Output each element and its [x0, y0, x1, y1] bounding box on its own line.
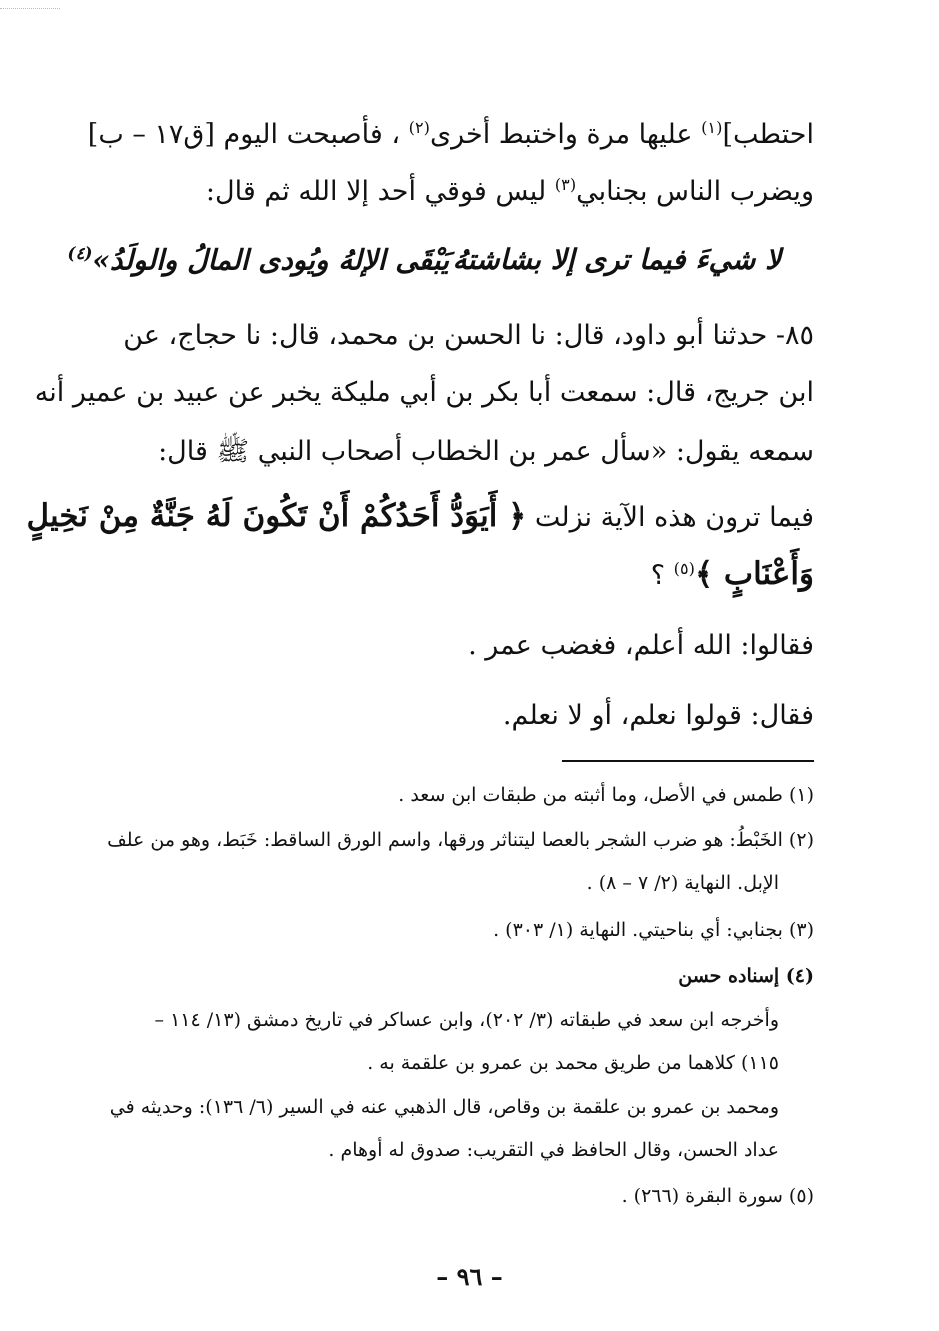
body-line-1: احتطب]$^{(١)}$ عليها مرة واختبط أخرى$^{(٢)}$ ، فأصبحت اليوم [ق١٧ – ب] [87, 118, 814, 150]
footnote-4-line-4: عداد الحسن، وقال الحافظ في التقريب: صدوق له أوهام . [328, 1139, 779, 1161]
footnote-4-line-3: ومحمد بن عمرو بن علقمة بن وقاص، قال الذهبي عنه في السير (٦/ ١٣٦): وحديثه في [109, 1096, 779, 1118]
quran-verse-part-1: ﴿ أَيَوَدُّ أَحَدُكُمْ أَنْ تَكُونَ لَهُ جَنَّةٌ مِنْ نَخِيلٍ [26, 498, 527, 534]
footnote-2-line-1: (٢) الخَبْطُ: هو ضرب الشجر بالعصا ليتناثر ورقها، واسم الورق الساقط: خَبَط، وهو من علف [107, 829, 814, 851]
body-line-9: فقال: قولوا نعلم، أو لا نعلم. [502, 700, 814, 731]
footnote-4-heading: (٤) إسناده حسن [678, 965, 814, 987]
footnote-5: (٥) سورة البقرة (٢٦٦) . [621, 1185, 814, 1207]
body-line-6: فيما ترون هذه الآية نزلت ﴿ أَيَوَدُّ أَحَدُكُمْ أَنْ تَكُونَ لَهُ جَنَّةٌ مِنْ نَخِيلٍ [26, 498, 814, 534]
footnote-4-line-1: وأخرجه ابن سعد في طبقاته (٣/ ٢٠٢)، وابن عساكر في تاريخ دمشق (١٣/ ١١٤ – [154, 1009, 779, 1031]
page-number: – ٩٦ – [436, 1262, 503, 1291]
footnote-3: (٣) بجنابي: أي بناحيتي. النهاية (١/ ٣٠٣) . [493, 919, 814, 941]
footnote-separator [562, 760, 814, 762]
body-line-5: سمعه يقول: «سأل عمر بن الخطاب أصحاب النبي ﷺ قال: [158, 436, 814, 467]
poem-hemistich-1: لا شيءَ فيما ترى إلا بشاشتهُ [452, 243, 781, 276]
footnote-2-line-2: الإبل. النهاية (٢/ ٧ – ٨) . [586, 872, 779, 894]
scan-artifact [0, 0, 60, 9]
body-line-8: فقالوا: الله أعلم، فغضب عمر . [468, 630, 814, 661]
poem-hemistich-2: يَبْقَى الإلهُ ويُودى المالُ والولَدُ»$^{(٤)}$ [67, 243, 449, 277]
body-line-3: ٨٥- حدثنا أبو داود، قال: نا الحسن بن محمد، قال: نا حجاج، عن [123, 320, 814, 351]
body-line-4: ابن جريج، قال: سمعت أبا بكر بن أبي مليكة يخبر عن عبيد بن عمير أنه [34, 377, 814, 408]
quran-verse-part-2: وَأَعْنَابٍ ﴾ [694, 556, 814, 592]
body-line-7: وَأَعْنَابٍ ﴾$^{(٥)}$ ؟ [650, 556, 814, 592]
footnote-4-line-2: ١١٥) كلاهما من طريق محمد بن عمرو بن علقمة به . [367, 1052, 779, 1074]
footnote-1: (١) طمس في الأصل، وما أثبته من طبقات ابن سعد . [398, 784, 814, 806]
body-line-2: ويضرب الناس بجنابي$^{(٣)}$ ليس فوقي أحد إلا الله ثم قال: [205, 175, 814, 207]
